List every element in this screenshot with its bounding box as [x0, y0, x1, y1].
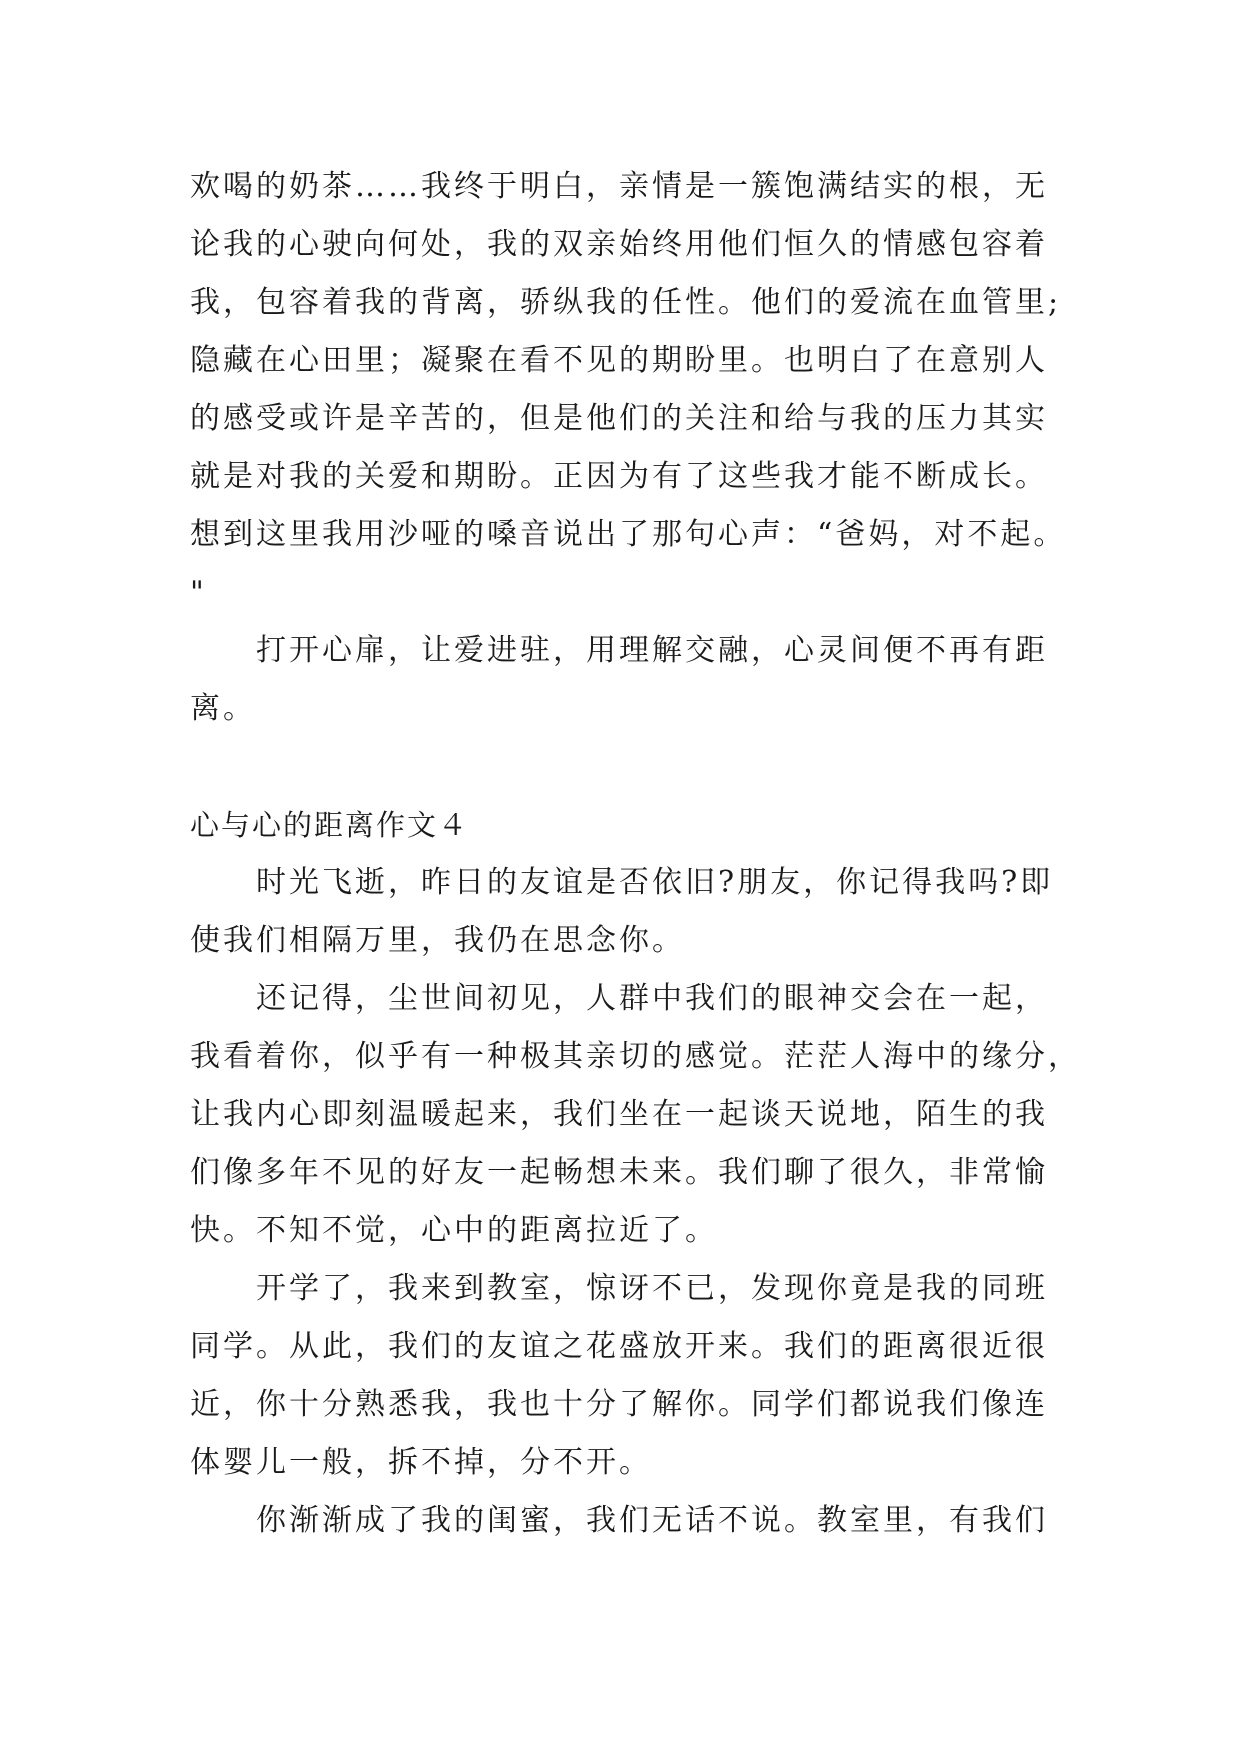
- text-line: 隐藏在心田里；凝聚在看不见的期盼里。也明白了在意别人: [190, 343, 1048, 378]
- text-line: 论我的心驶向何处，我的双亲始终用他们恒久的情感包容着: [190, 227, 1048, 262]
- paragraph: [190, 970, 1090, 1260]
- text-line: 我，包容着我的背离，骄纵我的任性。他们的爱流在血管里;: [190, 285, 1062, 320]
- text-body: [190, 158, 1090, 1550]
- text-line: 们像多年不见的好友一起畅想未来。我们聊了很久，非常愉: [190, 1155, 1048, 1190]
- text-line: 就是对我的关爱和期盼。正因为有了这些我才能不断成长。: [190, 459, 1048, 494]
- paragraph: [190, 1260, 1090, 1492]
- paragraph: [190, 1492, 1090, 1550]
- text-line: 想到这里我用沙哑的嗓音说出了那句心声：“爸妈，对不起。: [190, 517, 1067, 552]
- text-line: 还记得，尘世间初见，人群中我们的眼神交会在一起，: [256, 981, 1048, 1016]
- text-line: 打开心扉，让爱进驻，用理解交融，心灵间便不再有距: [256, 633, 1048, 668]
- text-line: 离。: [190, 691, 256, 726]
- text-line: 快。不知不觉，心中的距离拉近了。: [190, 1213, 718, 1248]
- text-line: ": [190, 575, 207, 610]
- paragraph: [190, 854, 1090, 970]
- text-line: 欢喝的奶茶……我终于明白，亲情是一簇饱满结实的根，无: [190, 169, 1048, 204]
- text-line: 使我们相隔万里，我仍在思念你。: [190, 923, 685, 958]
- text-line: 你渐渐成了我的闺蜜，我们无话不说。教室里，有我们: [256, 1503, 1048, 1538]
- text-line: 我看着你，似乎有一种极其亲切的感觉。茫茫人海中的缘分，: [190, 1039, 1081, 1074]
- text-line: 近，你十分熟悉我，我也十分了解你。同学们都说我们像连: [190, 1387, 1048, 1422]
- text-line: 的感受或许是辛苦的，但是他们的关注和给与我的压力其实: [190, 401, 1048, 436]
- text-line: 开学了，我来到教室，惊讶不已，发现你竟是我的同班: [256, 1271, 1048, 1306]
- section-title: 心与心的距离作文４: [190, 808, 470, 842]
- text-line: 时光飞逝，昨日的友谊是否依旧?朋友，你记得我吗?即: [256, 865, 1054, 900]
- paragraph-closing: [190, 622, 1090, 738]
- paragraph-continued: [190, 158, 1090, 622]
- text-line: 同学。从此，我们的友谊之花盛放开来。我们的距离很近很: [190, 1329, 1048, 1364]
- blank-spacer: [190, 738, 1090, 796]
- text-line: 让我内心即刻温暖起来，我们坐在一起谈天说地，陌生的我: [190, 1097, 1048, 1132]
- text-line: 体婴儿一般，拆不掉，分不开。: [190, 1445, 652, 1480]
